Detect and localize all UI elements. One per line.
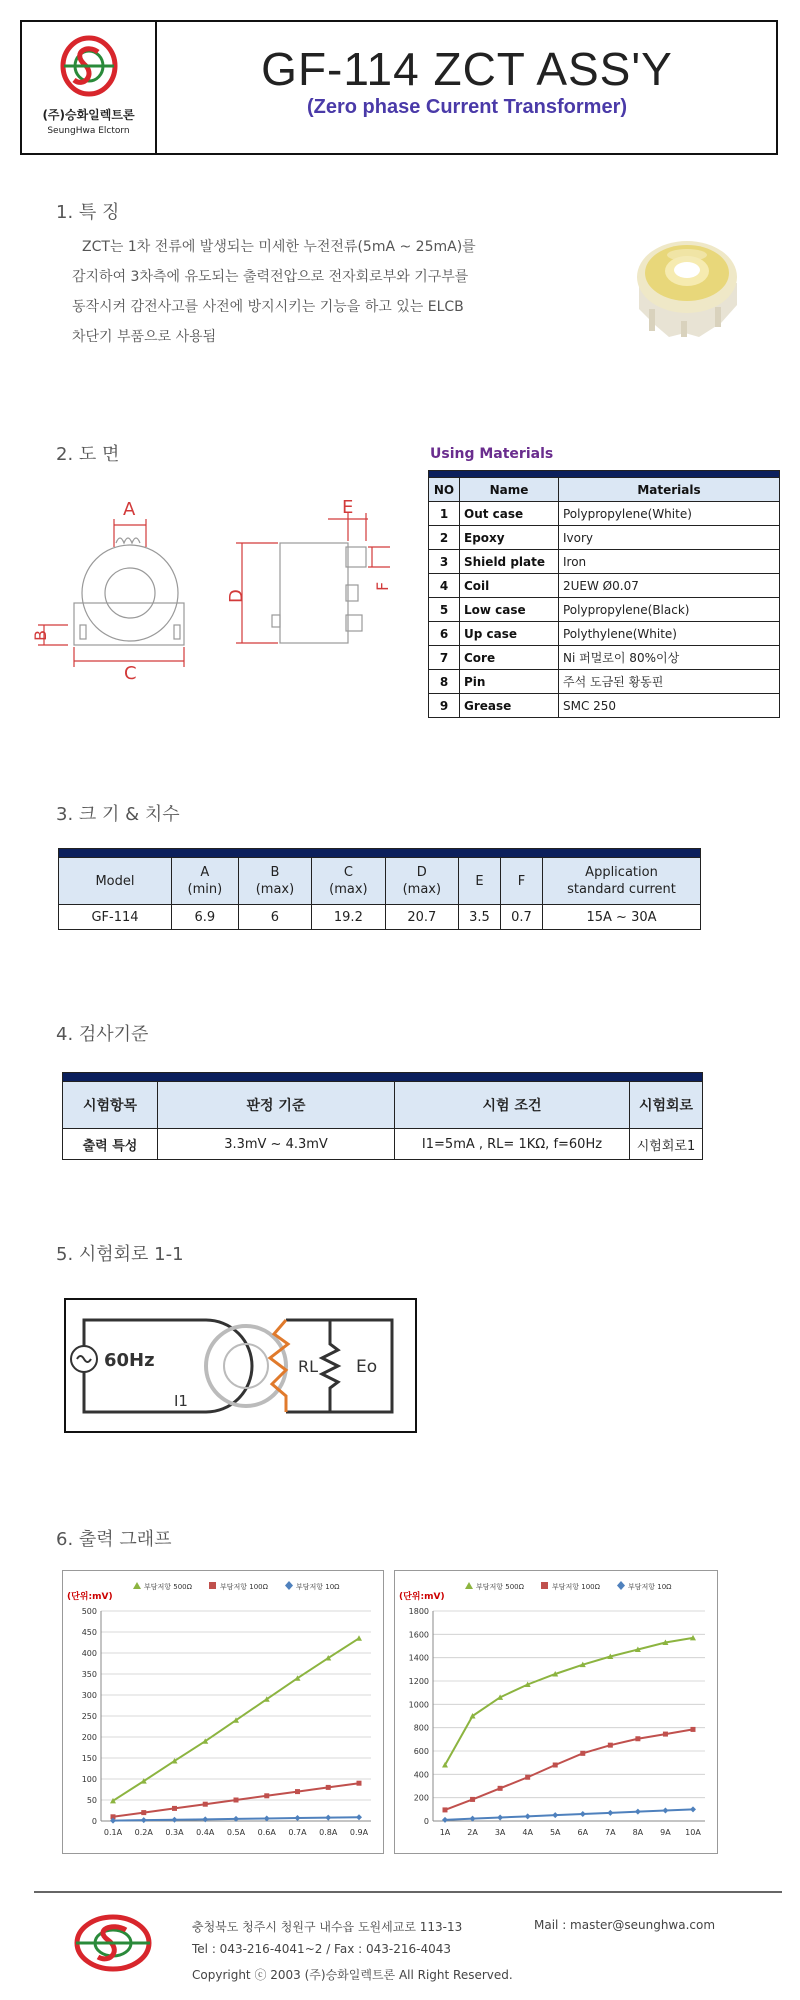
document-header [20,20,778,155]
insp-condition: I1=5mA , RL= 1KΩ, f=60Hz [395,1129,630,1160]
section-4-title: 4. 검사기준 [56,1024,149,1045]
row-name: Shield plate [460,550,559,574]
section-3-title: 3. 크 기 & 치수 [56,804,180,825]
table-row [429,550,780,574]
data-point [498,1786,503,1791]
row-name: Out case [460,502,559,526]
y-tick-label: 1600 [408,1630,429,1640]
row-name: Coil [460,574,559,598]
company-logo [58,30,120,102]
row-material: Ivory [559,526,780,550]
materials-header-no: NO [429,478,460,502]
footer-divider [34,1891,782,1893]
footer-logo [70,1912,156,1974]
feature-line-1: ZCT는 1차 전류에 발생되는 미세한 누전전류(5mA ~ 25mA)를 [82,239,476,255]
x-tick-label: 4A [522,1828,533,1837]
y-tick-label: 350 [81,1670,97,1679]
size-header-model: Model [59,858,172,905]
data-point [580,1811,586,1817]
data-point [356,1814,362,1820]
y-tick-label: 1400 [408,1653,429,1663]
y-tick-label: 400 [81,1649,97,1658]
x-tick-label: 0.4A [196,1828,215,1837]
data-point [635,1809,641,1815]
row-material: Polypropylene(Black) [559,598,780,622]
feature-line-4: 차단기 부품으로 사용됨 [72,329,217,345]
data-point [663,1732,668,1737]
row-material: 주석 도금된 황동핀 [559,670,780,694]
logo-panel [22,22,157,153]
data-point [691,1727,696,1732]
zct-core-icon [206,1326,286,1406]
legend-label: 부담저항 10Ω [296,1583,340,1591]
row-no: 8 [429,670,460,694]
data-point [525,1813,531,1819]
size-header-d: D (max) [385,858,458,905]
legend-marker [617,1581,625,1590]
x-tick-label: 3A [494,1828,506,1837]
data-point [635,1736,640,1741]
row-material: 2UEW Ø0.07 [559,574,780,598]
x-tick-label: 0.9A [349,1828,369,1837]
table-row [429,598,780,622]
materials-header-materials: Materials [559,478,780,502]
dim-f-label: F [373,581,392,591]
legend-marker [465,1582,473,1589]
data-point [356,1635,362,1641]
y-tick-label: 250 [81,1712,97,1721]
x-tick-label: 0.8A [319,1828,338,1837]
table-row [429,622,780,646]
front-view [74,538,184,645]
table-row [429,502,780,526]
data-point [172,1817,178,1823]
size-e: 3.5 [459,905,501,930]
x-tick-label: 0.7A [288,1828,307,1837]
data-point [357,1781,362,1786]
x-tick-label: 5A [549,1828,561,1837]
insp-header-criteria: 판정 기준 [158,1082,395,1129]
x-tick-label: 0.2A [134,1828,153,1837]
x-tick-label: 2A [467,1828,478,1837]
x-tick-label: 1A [439,1828,451,1837]
data-point [264,1793,269,1798]
y-tick-label: 150 [81,1754,97,1763]
legend-label: 부담저항 100Ω [220,1583,268,1591]
y-tick-label: 0 [423,1817,429,1826]
dim-c-label: C [124,663,137,684]
size-table [58,848,701,930]
data-point [295,1789,300,1794]
x-tick-label: 8A [632,1828,644,1837]
feature-line-3: 동작시켜 감전사고를 사전에 방지시키는 기능을 하고 있는 ELCB [72,299,464,315]
product-photo [625,225,750,340]
table-row [429,646,780,670]
feature-line-2: 감지하여 3차측에 유도되는 출력전압으로 전자회로부와 기구부를 [72,269,469,285]
data-point [608,1743,613,1748]
source-frequency-label: 60Hz [104,1350,155,1371]
series-line [445,1809,693,1820]
company-name-english: SeungHwa Elctorn [47,126,130,136]
legend-label: 부담저항 100Ω [552,1583,600,1591]
row-name: Epoxy [460,526,559,550]
data-point [553,1763,558,1768]
y-tick-label: 1200 [408,1677,429,1686]
side-view [272,543,366,643]
data-point [234,1798,239,1803]
section-2-title: 2. 도 면 [56,444,120,465]
footer-copyright: Copyright ⓒ 2003 (주)승화일렉트론 All Right Reserved. [192,1968,513,1982]
data-point [580,1751,585,1756]
size-b: 6 [238,905,311,930]
materials-table [428,470,780,718]
row-no: 2 [429,526,460,550]
size-header-c: C (max) [312,858,385,905]
dim-a-label: A [123,499,136,520]
table-row [429,526,780,550]
inspection-table [62,1072,703,1160]
row-no: 1 [429,502,460,526]
data-point [203,1802,208,1807]
data-point [172,1806,177,1811]
table-row [429,670,780,694]
legend-label: 부담저항 10Ω [628,1583,672,1591]
size-d: 20.7 [385,905,458,930]
data-point [295,1815,301,1821]
size-header-current: Application standard current [543,858,701,905]
size-model: GF-114 [59,905,172,930]
legend-marker [133,1582,141,1589]
data-point [690,1806,696,1812]
insp-item: 출력 특성 [63,1129,158,1160]
size-current: 15A ~ 30A [543,905,701,930]
table-row [429,574,780,598]
dim-e-label: E [342,497,354,518]
test-circuit-diagram [64,1298,417,1433]
y-axis-label: (단위:mV) [399,1592,445,1602]
x-tick-label: 9A [660,1828,671,1837]
data-point [325,1815,331,1821]
size-c: 19.2 [312,905,385,930]
section-1-title: 1. 특 징 [56,202,120,223]
row-no: 6 [429,622,460,646]
materials-title: Using Materials [430,446,554,462]
x-tick-label: 0.6A [257,1828,276,1837]
dim-d-label: D [226,589,247,603]
size-header-f: F [500,858,542,905]
y-tick-label: 500 [81,1607,97,1616]
materials-header-name: Name [460,478,559,502]
legend-marker [285,1581,293,1590]
footer-phone: Tel : 043-216-4041~2 / Fax : 043-216-4043 [192,1942,451,1956]
section-5-title: 5. 시험회로 1-1 [56,1244,184,1265]
y-axis-label: (단위:mV) [67,1592,113,1602]
y-tick-label: 0 [91,1817,97,1826]
output-chart-low-current [62,1570,384,1854]
legend-label: 부담저항 500Ω [476,1583,524,1591]
document-title: GF-114 ZCT ASS'Y [261,43,673,95]
row-no: 5 [429,598,460,622]
footer-mail: Mail : master@seunghwa.com [534,1918,716,1932]
current-label: I1 [174,1392,188,1410]
row-material: Ni 퍼멀로이 80%이상 [559,646,780,670]
data-point [141,1817,147,1823]
data-point [443,1807,448,1812]
row-no: 9 [429,694,460,718]
row-material: SMC 250 [559,694,780,718]
y-tick-label: 1800 [408,1607,429,1616]
y-tick-label: 200 [81,1733,97,1742]
legend-marker [209,1582,216,1589]
row-no: 3 [429,550,460,574]
data-point [497,1815,503,1821]
company-name-korean: (주)승화일렉트론 [42,108,135,122]
y-tick-label: 400 [413,1770,429,1780]
insp-circuit: 시험회로1 [630,1129,703,1160]
row-name: Grease [460,694,559,718]
size-f: 0.7 [500,905,542,930]
table-row [63,1129,703,1160]
document-subtitle: (Zero phase Current Transformer) [306,96,628,118]
table-row [59,905,701,930]
x-tick-label: 6A [577,1828,589,1837]
size-header-b: B (max) [238,858,311,905]
dim-b-label: B [31,630,50,641]
insp-header-item: 시험항목 [63,1082,158,1129]
load-resistor-label: RL [298,1357,319,1376]
y-tick-label: 600 [413,1747,429,1756]
data-point [326,1785,331,1790]
insp-criteria: 3.3mV ~ 4.3mV [158,1129,395,1160]
x-tick-label: 7A [605,1828,616,1837]
data-point [662,1808,668,1814]
size-header-a: A (min) [172,858,239,905]
y-tick-label: 100 [81,1775,97,1784]
data-point [552,1812,558,1818]
x-tick-label: 0.1A [103,1828,123,1837]
footer-address: 충청북도 청주시 청원구 내수읍 도원세교로 113-13 [192,1920,463,1934]
row-material: Polythylene(White) [559,622,780,646]
insp-header-condition: 시험 조건 [395,1082,630,1129]
row-material: Polypropylene(White) [559,502,780,526]
x-tick-label: 0.3A [165,1828,184,1837]
y-tick-label: 800 [413,1723,429,1733]
row-name: Low case [460,598,559,622]
y-tick-label: 450 [81,1628,97,1637]
data-point [141,1810,146,1815]
row-no: 7 [429,646,460,670]
y-tick-label: 1000 [408,1700,429,1710]
insp-header-circuit: 시험회로 [630,1082,703,1129]
row-name: Core [460,646,559,670]
size-a: 6.9 [172,905,239,930]
section-6-title: 6. 출력 그래프 [56,1529,172,1550]
chart-svg [395,1571,717,1853]
table-row [429,694,780,718]
row-no: 4 [429,574,460,598]
output-voltage-label: Eo [356,1357,378,1377]
output-chart-high-current [394,1570,718,1854]
legend-marker [541,1582,548,1589]
series-line [445,1638,693,1765]
size-header-e: E [459,858,501,905]
data-point [442,1817,448,1823]
x-tick-label: 10A [685,1828,701,1837]
y-tick-label: 200 [413,1793,429,1803]
y-tick-label: 300 [81,1691,97,1700]
dimension-drawing [28,485,398,690]
data-point [470,1797,475,1802]
row-name: Up case [460,622,559,646]
data-point [607,1810,613,1816]
x-tick-label: 0.5A [226,1828,246,1837]
legend-label: 부담저항 500Ω [144,1583,192,1591]
y-tick-label: 50 [86,1796,97,1805]
row-name: Pin [460,670,559,694]
chart-svg [63,1571,383,1853]
data-point [525,1775,530,1780]
row-material: Iron [559,550,780,574]
